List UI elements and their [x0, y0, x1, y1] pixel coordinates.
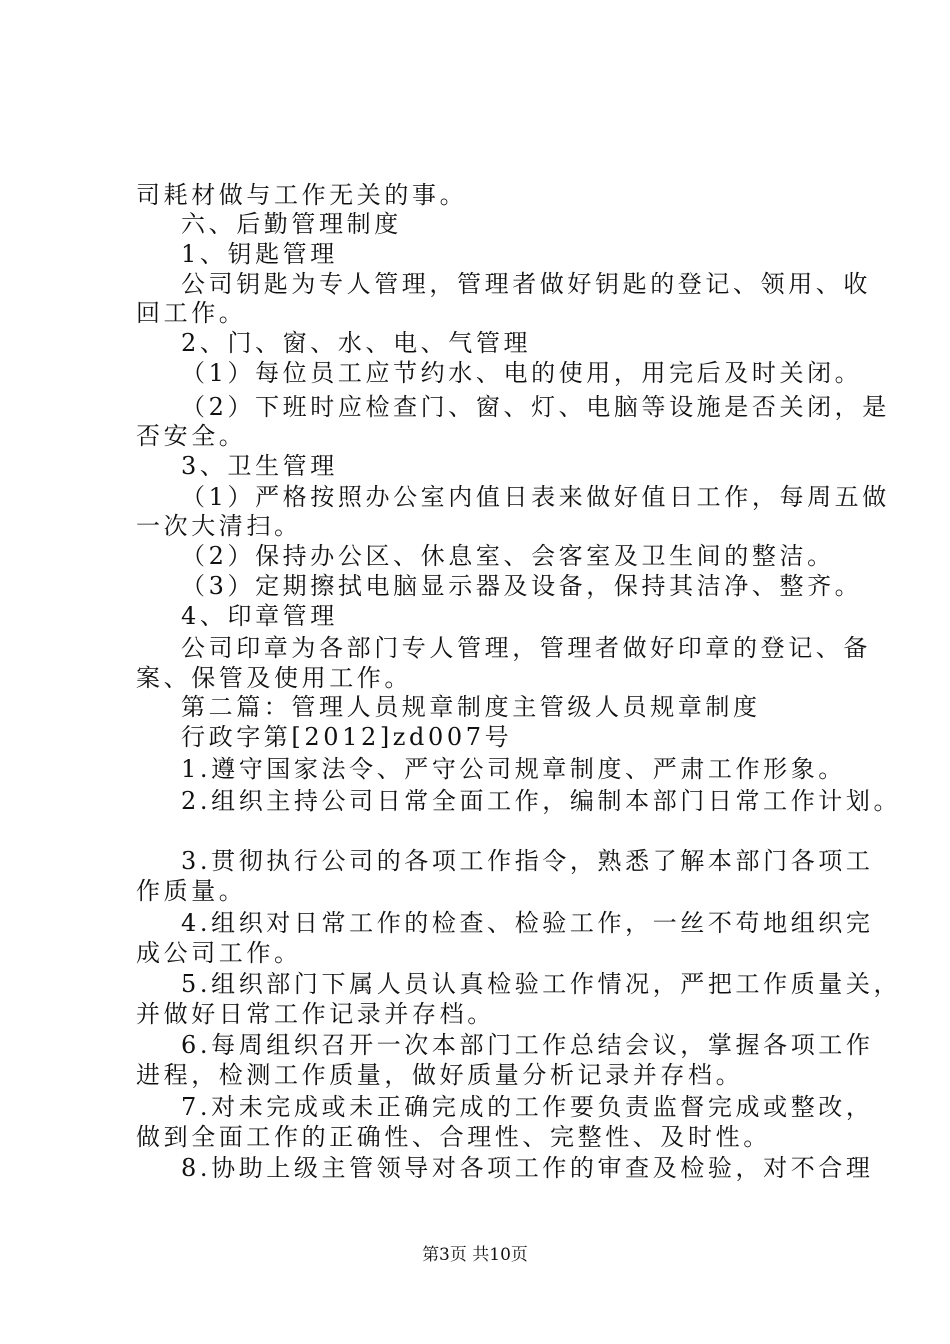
- text-line: （3）定期擦拭电脑显示器及设备，保持其洁净、整齐。: [181, 572, 863, 600]
- text-line: 做到全面工作的正确性、合理性、完整性、及时性。: [136, 1123, 771, 1151]
- text-line: 成公司工作。: [136, 939, 302, 967]
- text-line: 一次大清扫。: [136, 512, 302, 540]
- text-line: 5.组织部门下属人员认真检验工作情况，严把工作质量关，: [181, 970, 902, 998]
- text-line: 6.每周组织召开一次本部门工作总结会议，掌握各项工作: [181, 1031, 874, 1059]
- page-footer: 第3页 共10页: [422, 1245, 528, 1265]
- text-line: 2.组织主持公司日常全面工作，编制本部门日常工作计划。: [181, 787, 902, 815]
- text-line: 案、保管及使用工作。: [136, 664, 412, 692]
- text-line: 公司印章为各部门专人管理，管理者做好印章的登记、备: [181, 634, 871, 662]
- text-line: 3.贯彻执行公司的各项工作指令，熟悉了解本部门各项工: [181, 847, 874, 875]
- section-heading: 六、后勤管理制度: [181, 210, 402, 238]
- text-line: （1）每位员工应节约水、电的使用，用完后及时关闭。: [181, 359, 863, 387]
- text-line: （2）保持办公区、休息室、会客室及卫生间的整洁。: [181, 542, 835, 570]
- section-heading: 第二篇：管理人员规章制度主管级人员规章制度: [181, 693, 761, 721]
- text-line: （1）严格按照办公室内值日表来做好值日工作，每周五做: [181, 483, 890, 511]
- text-line: 作质量。: [136, 877, 247, 905]
- sub-heading: 1、钥匙管理: [181, 240, 338, 268]
- document-number: 行政字第[2012]zd007号: [181, 723, 513, 751]
- text-line: 7.对未完成或未正确完成的工作要负责监督完成或整改，: [181, 1093, 874, 1121]
- text-line: 否安全。: [136, 422, 247, 450]
- sub-heading: 2、门、窗、水、电、气管理: [181, 329, 532, 357]
- text-line: 8.协助上级主管领导对各项工作的审查及检验，对不合理: [181, 1154, 874, 1182]
- text-line: 司耗材做与工作无关的事。: [136, 181, 468, 209]
- text-line: 回工作。: [136, 299, 247, 327]
- text-line: 进程，检测工作质量，做好质量分析记录并存档。: [136, 1061, 744, 1089]
- sub-heading: 3、卫生管理: [181, 452, 338, 480]
- text-line: （2）下班时应检查门、窗、灯、电脑等设施是否关闭，是: [181, 393, 890, 421]
- sub-heading: 4、印章管理: [181, 602, 338, 630]
- text-line: 1.遵守国家法令、严守公司规章制度、严肃工作形象。: [181, 755, 846, 783]
- text-line: 4.组织对日常工作的检查、检验工作，一丝不苟地组织完: [181, 909, 874, 937]
- text-line: 公司钥匙为专人管理，管理者做好钥匙的登记、领用、收: [181, 270, 871, 298]
- text-line: 并做好日常工作记录并存档。: [136, 1000, 495, 1028]
